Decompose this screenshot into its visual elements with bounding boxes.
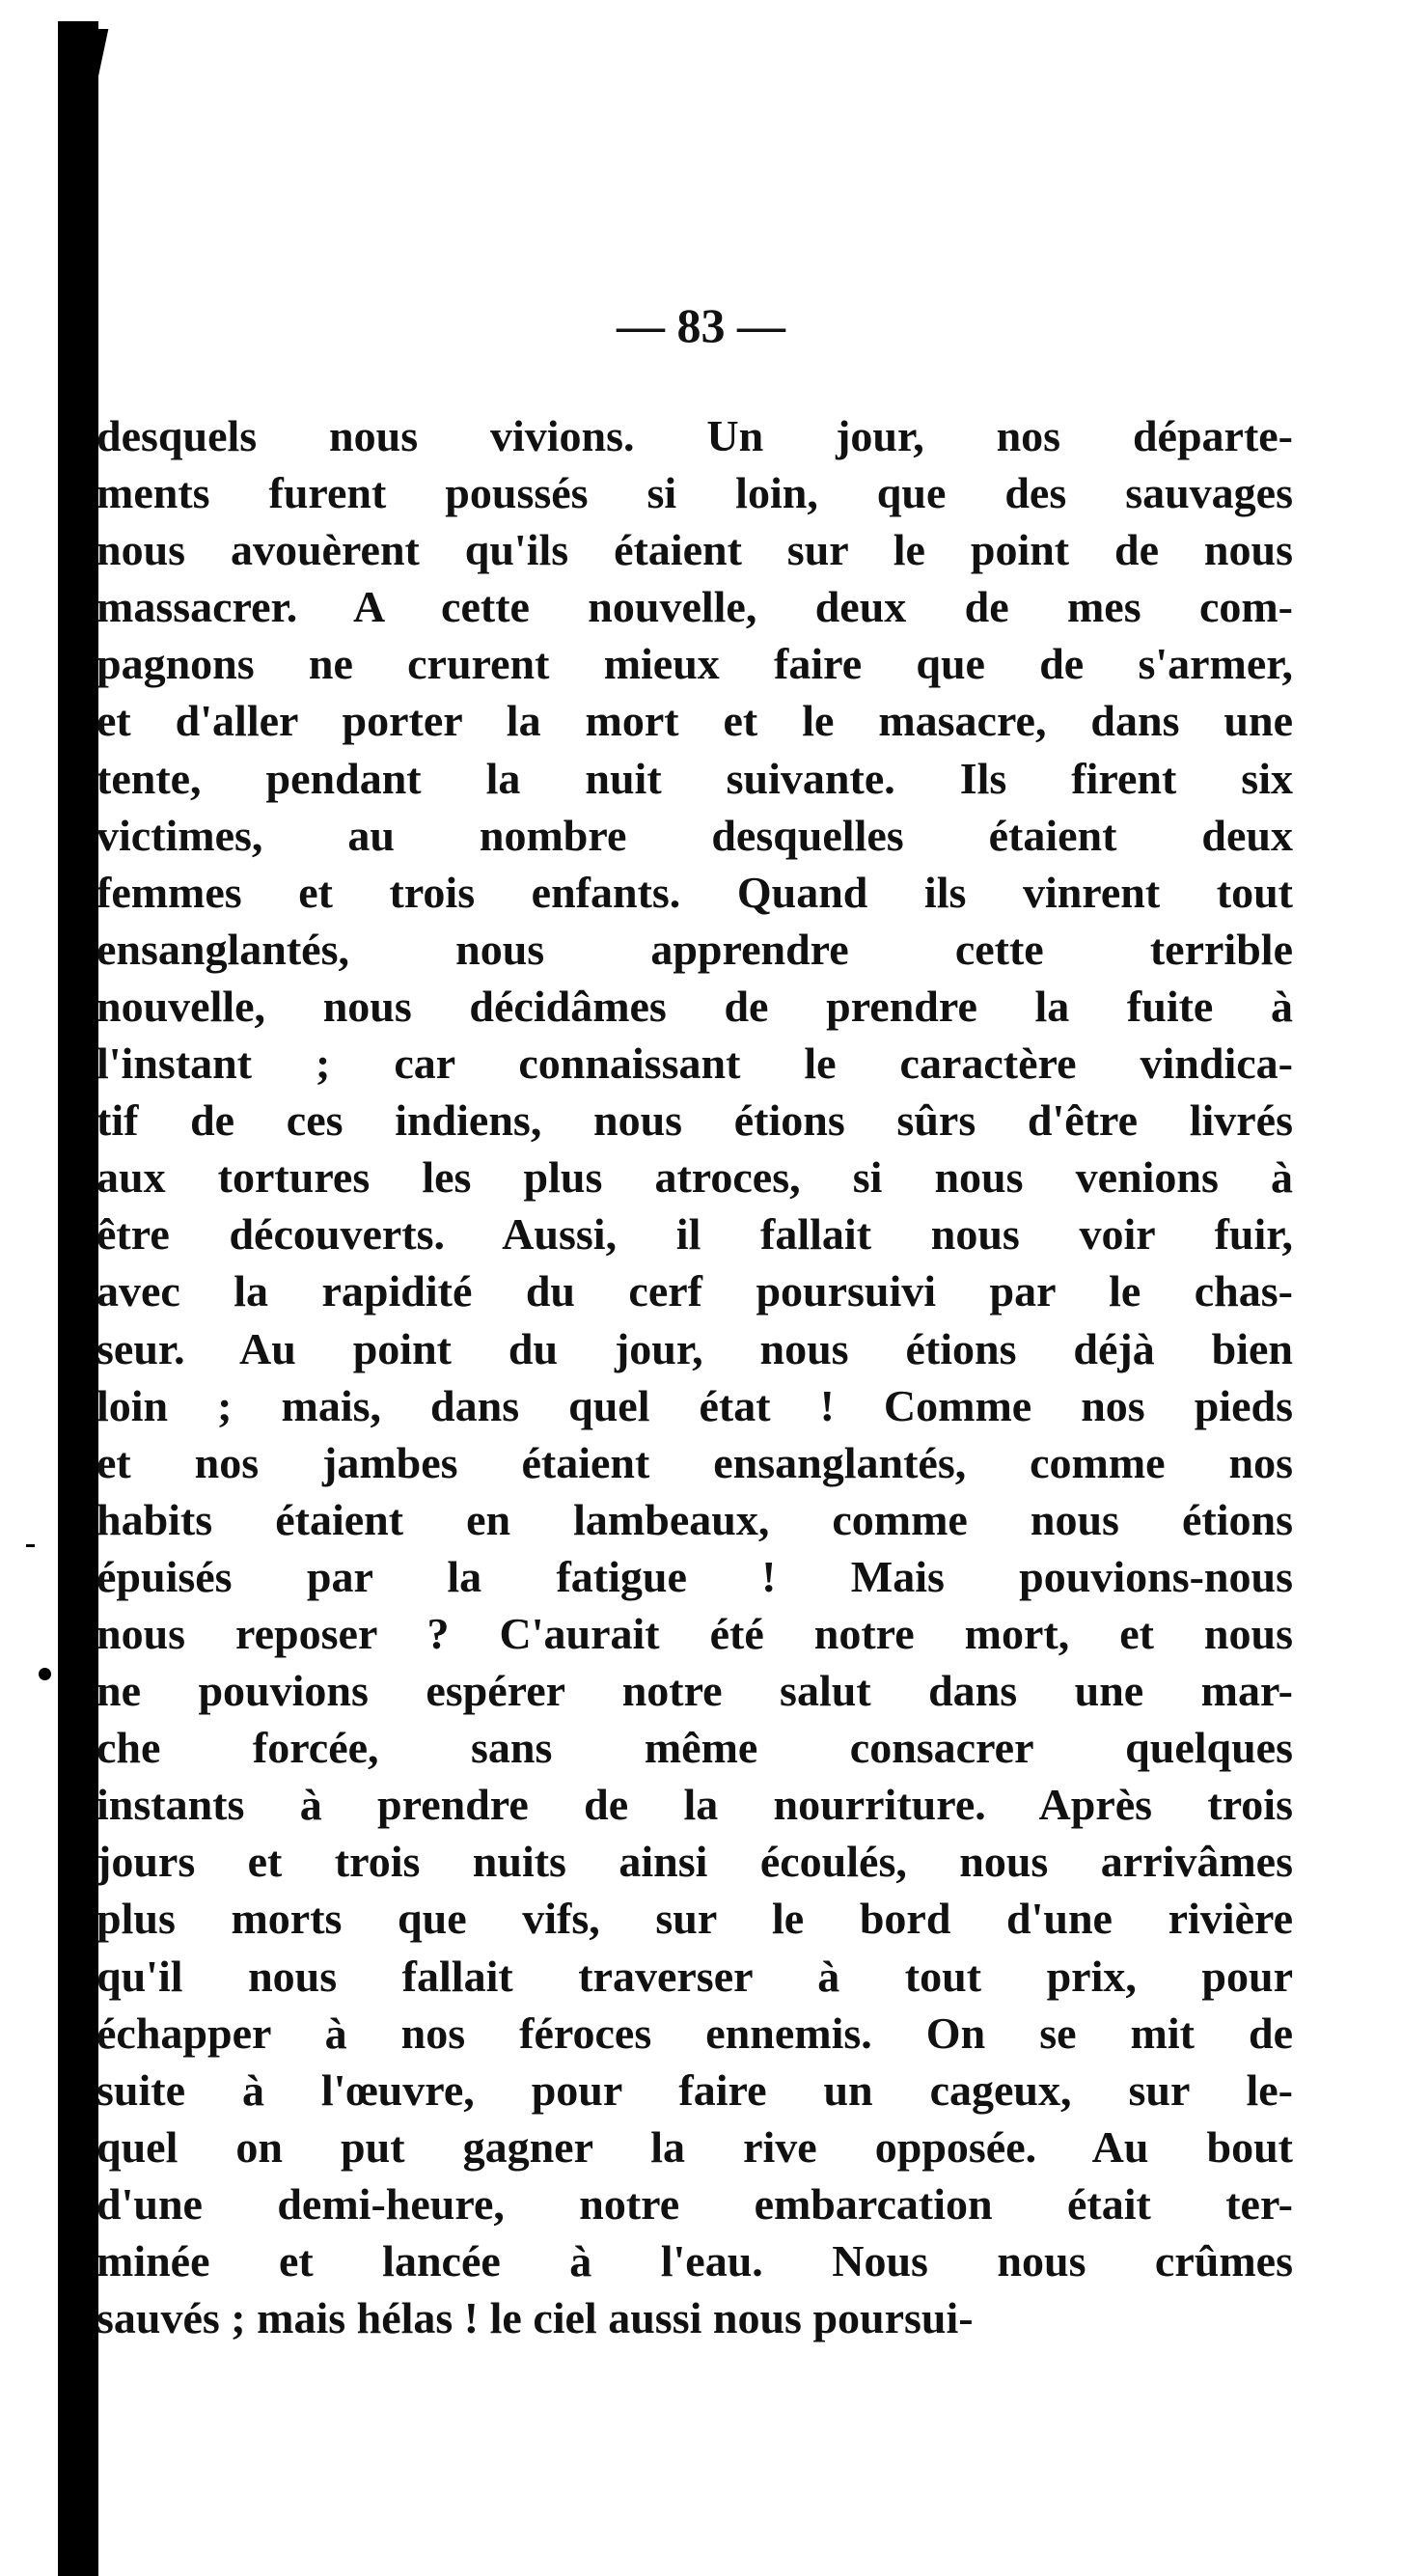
text-line: l'instant ; car connaissant le caractère vindica-: [96, 1039, 1293, 1089]
text-line: et nos jambes étaient ensanglantés, comme nos: [96, 1437, 1293, 1487]
text-line: nouvelle, nous décidâmes de prendre la fuite à: [96, 981, 1293, 1031]
text-line: épuisés par la fatigue ! Mais pouvions-nous: [96, 1551, 1293, 1601]
text-line: jours et trois nuits ainsi écoulés, nous arrivâmes: [96, 1837, 1293, 1887]
text-line: plus morts que vifs, sur le bord d'une rivière: [96, 1894, 1293, 1944]
text-line: nous reposer ? C'aurait été notre mort, et nous: [96, 1608, 1293, 1658]
text-line: loin ; mais, dans quel état ! Comme nos pieds: [96, 1380, 1293, 1430]
binding-edge-shadow: [58, 21, 98, 2576]
text-line: être découverts. Aussi, il fallait nous voir fuir,: [96, 1209, 1293, 1260]
text-line: sauvés ; mais hélas ! le ciel aussi nous poursui-: [96, 2293, 974, 2343]
text-line: qu'il nous fallait traverser à tout prix, pour: [96, 1951, 1293, 2001]
text-line: aux tortures les plus atroces, si nous venions à: [96, 1152, 1293, 1203]
text-line: échapper à nos féroces ennemis. On se mit de: [96, 2008, 1293, 2058]
text-line: seur. Au point du jour, nous étions déjà bien: [96, 1323, 1293, 1373]
text-line: che forcée, sans même consacrer quelques: [96, 1723, 1293, 1773]
text-line: ensanglantés, nous apprendre cette terrible: [96, 924, 1293, 974]
text-line: tente, pendant la nuit suivante. Ils firent six: [96, 753, 1293, 803]
text-line: ne pouvions espérer notre salut dans une mar-: [96, 1666, 1293, 1716]
text-line: d'une demi-heure, notre embarcation était ter-: [96, 2178, 1293, 2229]
text-line: desquels nous vivions. Un jour, nos départe-: [96, 411, 1293, 460]
text-line: nous avouèrent qu'ils étaient sur le point de nous: [96, 525, 1293, 575]
text-line: ments furent poussés si loin, que des sauvages: [96, 468, 1293, 518]
text-line: tif de ces indiens, nous étions sûrs d'être livrés: [96, 1095, 1293, 1146]
text-line: avec la rapidité du cerf poursuivi par le chas-: [96, 1266, 1293, 1316]
page-body-text: [96, 407, 1293, 2346]
margin-speck: [26, 1544, 35, 1547]
text-line: pagnons ne crurent mieux faire que de s'armer,: [96, 639, 1293, 689]
margin-dot: [39, 1668, 51, 1680]
text-line: victimes, au nombre desquelles étaient deux: [96, 810, 1293, 860]
text-line: et d'aller porter la mort et le masacre, dans une: [96, 696, 1293, 746]
text-line: habits étaient en lambeaux, comme nous étions: [96, 1494, 1293, 1544]
text-line: femmes et trois enfants. Quand ils vinrent tout: [96, 867, 1293, 917]
text-line: minée et lancée à l'eau. Nous nous crûmes: [96, 2236, 1293, 2285]
text-line: suite à l'œuvre, pour faire un cageux, sur le-: [96, 2064, 1293, 2115]
page-number: — 83 —: [617, 298, 785, 352]
text-line: massacrer. A cette nouvelle, deux de mes com-: [96, 582, 1293, 632]
text-line: quel on put gagner la rive opposée. Au bout: [96, 2121, 1293, 2172]
text-line: instants à prendre de la nourriture. Après trois: [96, 1780, 1293, 1830]
